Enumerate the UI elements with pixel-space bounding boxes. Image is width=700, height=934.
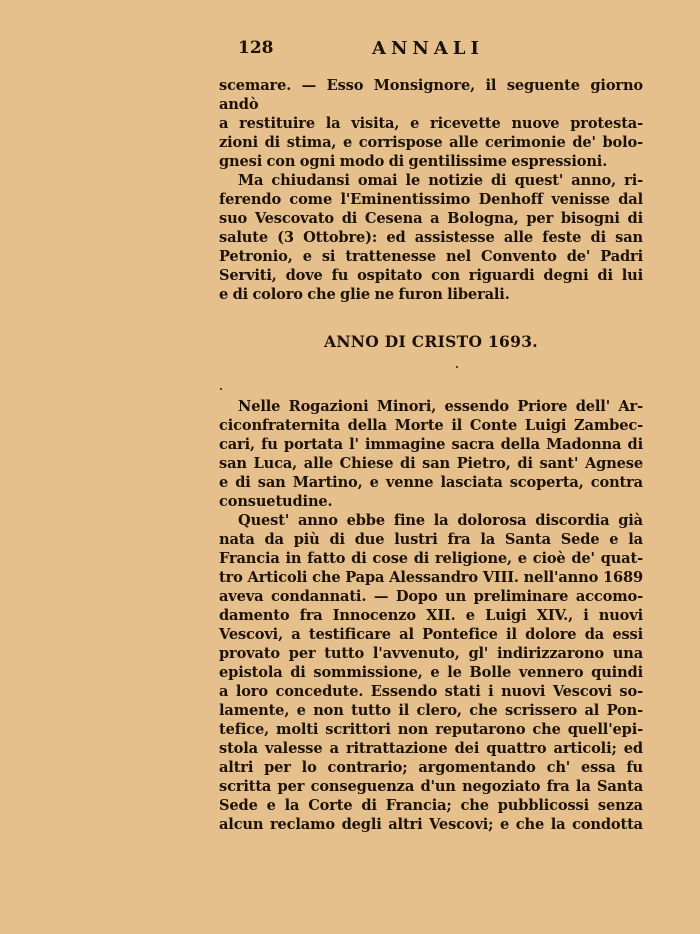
text-line: damento fra Innocenzo XII. e Luigi XIV., i nuovi (219, 607, 643, 624)
text-line: tro Articoli che Papa Alessandro VIII. nell'anno 1689 (219, 569, 643, 586)
text-line: salute (3 Ottobre): ed assistesse alle feste di san (219, 229, 643, 246)
section-heading: ANNO DI CRISTO 1693. (324, 332, 538, 351)
text-line: tefice, molti scrittori non reputarono che quell'epi- (219, 721, 643, 738)
text-line: suo Vescovato di Cesena a Bologna, per bisogni di (219, 210, 643, 227)
text-line: a restituire la visita, e ricevette nuove protesta- (219, 115, 643, 132)
text-line: consuetudine. (219, 493, 333, 510)
text-line: gnesi con ogni modo di gentilissime espressioni. (219, 153, 608, 170)
text-line: alcun reclamo degli altri Vescovi; e che la condotta (219, 816, 643, 833)
text-line: a loro concedute. Essendo stati i nuovi Vescovi so- (219, 683, 643, 700)
text-line: lamente, e non tutto il clero, che scrissero al Pon- (219, 702, 643, 719)
text-line: ferendo come l'Eminentissimo Denhoff venisse dal (219, 191, 643, 208)
text-line: Petronio, e si trattenesse nel Convento de' Padri (219, 248, 643, 265)
text-line: e di coloro che glie ne furon liberali. (219, 286, 510, 303)
text-line: Vescovi, a testificare al Pontefice il dolore da essi (219, 626, 643, 643)
text-line: Francia in fatto di cose di religione, e cioè de' quat- (219, 550, 643, 567)
text-line: stola valesse a ritrattazione dei quattro articoli; ed (219, 740, 643, 757)
text-line: scemare. — Esso Monsignore, il seguente giorno andò (219, 77, 643, 113)
text-block-1693 (219, 397, 643, 834)
text-line: Nelle Rogazioni Minori, essendo Priore dell' Ar- (238, 398, 643, 415)
ink-speck (220, 388, 222, 390)
text-line: Ma chiudansi omai le notizie di quest' anno, ri- (238, 172, 643, 189)
text-line: e di san Martino, e venne lasciata scoperta, contra (219, 474, 643, 491)
text-line: san Luca, alle Chiese di san Pietro, di sant' Agnese (219, 455, 643, 472)
text-line: nata da più di due lustri fra la Santa Sede e la (219, 531, 643, 548)
text-line: epistola di sommissione, e le Bolle vennero quindi (219, 664, 643, 681)
text-line: ciconfraternita della Morte il Conte Luigi Zambec- (219, 417, 643, 434)
running-head (218, 38, 642, 66)
running-title: ANNALI (372, 38, 484, 59)
text-block-previous-year (219, 76, 643, 304)
text-line: Serviti, dove fu ospitato con riguardi degni di lui (219, 267, 643, 284)
text-line: Quest' anno ebbe fine la dolorosa discordia già (238, 512, 643, 529)
text-line: aveva condannati. — Dopo un preliminare accomo- (219, 588, 643, 605)
text-line: cari, fu portata l' immagine sacra della Madonna di (219, 436, 643, 453)
text-line: zioni di stima, e corrispose alle cerimonie de' bolo- (219, 134, 643, 151)
text-line: scritta per conseguenza d'un negoziato fra la Santa (219, 778, 643, 795)
text-line: altri per lo contrario; argomentando ch' essa fu (219, 759, 643, 776)
page-number: 128 (238, 38, 274, 58)
text-line: Sede e la Corte di Francia; che pubblicossi senza (219, 797, 643, 814)
text-line: provato per tutto l'avvenuto, gl' indirizzarono una (219, 645, 643, 662)
ink-speck (456, 366, 458, 368)
